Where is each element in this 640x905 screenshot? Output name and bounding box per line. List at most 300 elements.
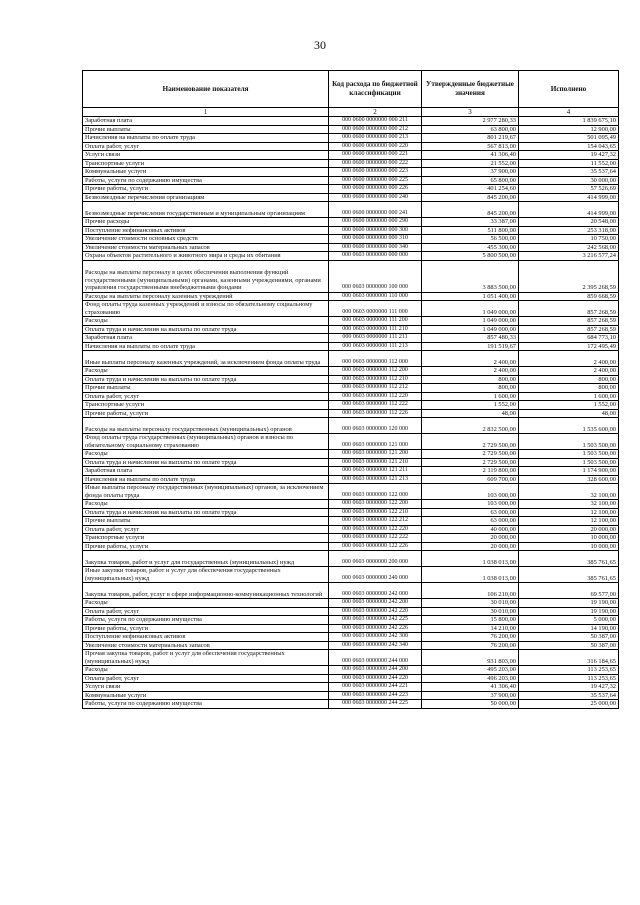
row-executed: 2 400,00 <box>519 367 619 376</box>
row-code: 000 0603 0000000 244 225 <box>329 700 422 709</box>
row-name: Прочие выплаты <box>83 517 329 526</box>
row-name: Безвозмездные перечисления организациям <box>83 193 329 202</box>
row-approved: 511 800,00 <box>422 226 519 235</box>
row-approved: 20 000,00 <box>422 542 519 551</box>
row-code: 000 0603 0000000 244 221 <box>329 683 422 692</box>
row-name: Расходы <box>83 317 329 326</box>
row-name: Увеличение стоимости материальных запасов <box>83 243 329 252</box>
row-code: 000 0603 0000000 121 213 <box>329 475 422 484</box>
table-row <box>83 650 619 666</box>
row-code: 000 0603 0000000 122 210 <box>329 508 422 517</box>
row-approved: 50 000,00 <box>422 700 519 709</box>
row-code: 000 0600 0000000 000 220 <box>329 142 422 151</box>
table-row <box>83 193 619 202</box>
row-approved: 15 800,00 <box>422 616 519 625</box>
row-code: 000 0600 0000000 000 222 <box>329 159 422 168</box>
row-name: Начисления на выплаты по оплате труда <box>83 475 329 484</box>
row-name: Поступление нефинансовых активов <box>83 633 329 642</box>
row-executed: 19 427,32 <box>519 151 619 160</box>
table-row <box>83 583 619 599</box>
row-code: 000 0603 0000000 242 200 <box>329 599 422 608</box>
row-name: Расходы <box>83 599 329 608</box>
row-name: Начисления на выплаты по оплате труда <box>83 342 329 351</box>
row-executed: 19 190,00 <box>519 607 619 616</box>
row-name: Фонд оплаты труда казенных учреждений и взносы по обязательному социальному страхованию <box>83 301 329 317</box>
header-executed: Исполнено <box>519 71 619 108</box>
row-code: 000 0603 0000000 242 340 <box>329 641 422 650</box>
row-code: 000 0603 0000000 122 226 <box>329 542 422 551</box>
row-code: 000 0600 0000000 000 223 <box>329 168 422 177</box>
table-row <box>83 683 619 692</box>
row-approved: 2 729 500,00 <box>422 450 519 459</box>
row-name: Закупка товаров, работ и услуг для государственных (муниципальных) нужд <box>83 551 329 567</box>
row-code: 000 0603 0000000 111 211 <box>329 334 422 343</box>
row-code: 000 0600 0000000 000 225 <box>329 176 422 185</box>
row-approved: 857 480,33 <box>422 334 519 343</box>
table-row <box>83 616 619 625</box>
row-approved: 1 049 000,00 <box>422 317 519 326</box>
row-approved: 103 000,00 <box>422 500 519 509</box>
row-executed: 316 184,65 <box>519 650 619 666</box>
row-approved: 41 306,40 <box>422 683 519 692</box>
table-row <box>83 641 619 650</box>
row-executed: 32 100,00 <box>519 484 619 500</box>
table-row <box>83 334 619 343</box>
row-name: Оплата труда и начисления на выплаты по оплате труда <box>83 508 329 517</box>
row-approved: 3 883 500,00 <box>422 260 519 292</box>
row-code: 000 0603 0000000 112 212 <box>329 384 422 393</box>
row-executed: 414 999,00 <box>519 193 619 202</box>
table-row <box>83 185 619 194</box>
row-code: 000 0603 0000000 121 000 <box>329 434 422 450</box>
row-executed: 857 268,59 <box>519 317 619 326</box>
table-row <box>83 409 619 418</box>
row-executed: 50 387,00 <box>519 633 619 642</box>
row-name: Поступление нефинансовых активов <box>83 226 329 235</box>
row-approved: 931 803,00 <box>422 650 519 666</box>
header-budget-code: Код расхода по бюджетной классификации <box>329 71 422 108</box>
row-name: Иные выплаты персоналу государственных (муниципальных) органов, за исключением фонда оплаты труда <box>83 484 329 500</box>
row-approved: 30 010,00 <box>422 607 519 616</box>
row-name: Охрана объектов растительного и животного мира и среды их обитания <box>83 252 329 261</box>
row-name: Оплата работ, услуг <box>83 392 329 401</box>
row-name: Транспортные услуги <box>83 534 329 543</box>
row-executed: 154 043,65 <box>519 142 619 151</box>
column-number-row <box>83 108 619 117</box>
row-name: Расходы на выплаты персоналу в целях обеспечения выполнения функций государственными (муниципальными) органами, казенными учреждениями, органами управления государственными внебюджетными фондами <box>83 260 329 292</box>
row-code: 000 0600 0000000 000 226 <box>329 185 422 194</box>
row-code: 000 0603 0000000 242 220 <box>329 607 422 616</box>
table-row <box>83 534 619 543</box>
row-name: Прочие работы, услуги <box>83 542 329 551</box>
row-name: Оплата работ, услуг <box>83 607 329 616</box>
row-executed: 12 900,00 <box>519 125 619 134</box>
row-executed: 1 503 500,00 <box>519 450 619 459</box>
row-approved: 2 729 500,00 <box>422 458 519 467</box>
table-body <box>83 117 619 709</box>
row-approved: 2 119 800,00 <box>422 467 519 476</box>
row-name: Иные выплаты персоналу казенных учреждений, за исключением фонда оплаты труда <box>83 351 329 367</box>
row-executed: 2 395 268,59 <box>519 260 619 292</box>
row-name: Работы, услуги по содержанию имущества <box>83 176 329 185</box>
row-approved: 567 813,00 <box>422 142 519 151</box>
row-name: Прочие выплаты <box>83 384 329 393</box>
row-approved: 76 200,00 <box>422 641 519 650</box>
row-executed: 385 761,65 <box>519 567 619 583</box>
row-code: 000 0603 0000000 112 210 <box>329 375 422 384</box>
row-name: Оплата труда и начисления на выплаты по оплате труда <box>83 458 329 467</box>
row-approved: 1 038 013,00 <box>422 567 519 583</box>
row-name: Коммунальные услуги <box>83 168 329 177</box>
row-executed: 5 000,00 <box>519 616 619 625</box>
column-number-2: 2 <box>329 108 422 117</box>
row-name: Оплата труда и начисления на выплаты по оплате труда <box>83 375 329 384</box>
row-code: 000 0603 0000000 112 200 <box>329 367 422 376</box>
table-row <box>83 418 619 434</box>
table-row <box>83 551 619 567</box>
row-executed: 800,00 <box>519 375 619 384</box>
row-executed: 859 668,59 <box>519 292 619 301</box>
table-header-row <box>83 71 619 108</box>
row-code: 000 0603 0000000 110 000 <box>329 292 422 301</box>
row-approved: 401 254,60 <box>422 185 519 194</box>
row-code: 000 0600 0000000 000 240 <box>329 193 422 202</box>
row-executed: 684 773,10 <box>519 334 619 343</box>
row-code: 000 0603 0000000 112 226 <box>329 409 422 418</box>
row-name: Прочие работы, услуги <box>83 185 329 194</box>
table-row <box>83 525 619 534</box>
row-approved: 2 729 500,00 <box>422 434 519 450</box>
table-row <box>83 674 619 683</box>
row-name: Оплата труда и начисления на выплаты по оплате труда <box>83 325 329 334</box>
row-code: 000 0603 0000000 112 220 <box>329 392 422 401</box>
row-name: Транспортные услуги <box>83 401 329 410</box>
table-row <box>83 700 619 709</box>
row-code: 000 0600 0000000 000 211 <box>329 117 422 126</box>
row-name: Транспортные услуги <box>83 159 329 168</box>
header-approved-values: Утвержденные бюджетные значения <box>422 71 519 108</box>
row-name: Оплата работ, услуг <box>83 142 329 151</box>
row-approved: 1 049 000,00 <box>422 325 519 334</box>
table-row <box>83 434 619 450</box>
row-executed: 328 600,00 <box>519 475 619 484</box>
row-executed: 12 100,00 <box>519 508 619 517</box>
row-name: Прочие работы, услуги <box>83 409 329 418</box>
row-executed: 35 537,64 <box>519 691 619 700</box>
row-code: 000 0603 0000000 000 000 <box>329 252 422 261</box>
row-name: Безвозмездные перечисления государственным и муниципальным организациям <box>83 202 329 218</box>
row-code: 000 0603 0000000 121 200 <box>329 450 422 459</box>
row-executed: 113 253,65 <box>519 666 619 675</box>
row-code: 000 0600 0000000 000 212 <box>329 125 422 134</box>
row-name: Иные закупки товаров, работ и услуг для обеспечения государственных (муниципальных) нужд <box>83 567 329 583</box>
row-executed: 57 526,69 <box>519 185 619 194</box>
row-executed: 385 761,65 <box>519 551 619 567</box>
table-row <box>83 401 619 410</box>
table-row <box>83 517 619 526</box>
table-row <box>83 151 619 160</box>
row-name: Оплата работ, услуг <box>83 674 329 683</box>
row-executed: 19 427,32 <box>519 683 619 692</box>
table-row <box>83 142 619 151</box>
row-approved: 63 800,00 <box>422 125 519 134</box>
row-approved: 1 038 013,00 <box>422 551 519 567</box>
row-code: 000 0603 0000000 242 226 <box>329 624 422 633</box>
row-code: 000 0603 0000000 244 220 <box>329 674 422 683</box>
row-approved: 33 387,00 <box>422 218 519 227</box>
table-row <box>83 325 619 334</box>
table-row <box>83 168 619 177</box>
row-code: 000 0603 0000000 100 000 <box>329 260 422 292</box>
row-executed: 14 190,00 <box>519 624 619 633</box>
table-row <box>83 292 619 301</box>
row-executed: 253 318,00 <box>519 226 619 235</box>
row-executed: 414 999,00 <box>519 202 619 218</box>
row-code: 000 0600 0000000 000 221 <box>329 151 422 160</box>
row-executed: 11 552,00 <box>519 159 619 168</box>
table-row <box>83 317 619 326</box>
row-code: 000 0603 0000000 111 000 <box>329 301 422 317</box>
table-row <box>83 226 619 235</box>
row-code: 000 0603 0000000 120 000 <box>329 418 422 434</box>
row-executed: 32 100,00 <box>519 500 619 509</box>
table-row <box>83 475 619 484</box>
table-row <box>83 260 619 292</box>
row-name: Начисления на выплаты по оплате труда <box>83 134 329 143</box>
row-executed: 25 000,00 <box>519 700 619 709</box>
row-executed: 69 577,00 <box>519 583 619 599</box>
table-row <box>83 301 619 317</box>
row-code: 000 0603 0000000 122 212 <box>329 517 422 526</box>
row-approved: 21 552,00 <box>422 159 519 168</box>
table-row <box>83 384 619 393</box>
row-name: Оплата работ, услуг <box>83 525 329 534</box>
row-code: 000 0603 0000000 111 213 <box>329 342 422 351</box>
row-executed: 12 100,00 <box>519 517 619 526</box>
row-approved: 845 200,00 <box>422 193 519 202</box>
row-approved: 609 700,00 <box>422 475 519 484</box>
row-executed: 800,00 <box>519 384 619 393</box>
row-code: 000 0603 0000000 122 000 <box>329 484 422 500</box>
table-row <box>83 484 619 500</box>
row-executed: 35 537,64 <box>519 168 619 177</box>
row-name: Расходы <box>83 500 329 509</box>
row-code: 000 0600 0000000 000 340 <box>329 243 422 252</box>
row-code: 000 0600 0000000 000 300 <box>329 226 422 235</box>
row-name: Работы, услуги по содержанию имущества <box>83 616 329 625</box>
table-row <box>83 542 619 551</box>
row-approved: 845 200,00 <box>422 202 519 218</box>
table-row <box>83 218 619 227</box>
row-code: 000 0603 0000000 122 222 <box>329 534 422 543</box>
row-code: 000 0600 0000000 000 241 <box>329 202 422 218</box>
table-row <box>83 607 619 616</box>
row-executed: 172 495,49 <box>519 342 619 351</box>
row-code: 000 0603 0000000 240 000 <box>329 567 422 583</box>
row-approved: 40 000,00 <box>422 525 519 534</box>
row-code: 000 0603 0000000 111 200 <box>329 317 422 326</box>
table-row <box>83 159 619 168</box>
row-code: 000 0603 0000000 111 210 <box>329 325 422 334</box>
row-executed: 50 387,00 <box>519 641 619 650</box>
row-code: 000 0603 0000000 112 000 <box>329 351 422 367</box>
row-approved: 2 977 280,33 <box>422 117 519 126</box>
row-code: 000 0603 0000000 242 300 <box>329 633 422 642</box>
row-code: 000 0603 0000000 121 210 <box>329 458 422 467</box>
budget-execution-table <box>82 70 619 709</box>
row-name: Фонд оплаты труда государственных (муниципальных) органов и взносы по обязательному социальному страхованию <box>83 434 329 450</box>
row-executed: 19 190,00 <box>519 599 619 608</box>
row-code: 000 0603 0000000 242 000 <box>329 583 422 599</box>
row-approved: 76 200,00 <box>422 633 519 642</box>
row-code: 000 0603 0000000 112 222 <box>329 401 422 410</box>
table-row <box>83 458 619 467</box>
row-executed: 20 548,00 <box>519 218 619 227</box>
row-approved: 495 203,00 <box>422 666 519 675</box>
row-approved: 63 000,00 <box>422 508 519 517</box>
row-approved: 496 203,00 <box>422 674 519 683</box>
row-name: Расходы <box>83 666 329 675</box>
row-name: Прочие расходы <box>83 218 329 227</box>
row-name: Увеличение стоимости основных средств <box>83 235 329 244</box>
row-approved: 30 010,00 <box>422 599 519 608</box>
row-name: Прочие выплаты <box>83 125 329 134</box>
row-approved: 2 832 500,00 <box>422 418 519 434</box>
row-code: 000 0600 0000000 000 213 <box>329 134 422 143</box>
table-row <box>83 691 619 700</box>
row-executed: 48,00 <box>519 409 619 418</box>
row-code: 000 0603 0000000 122 200 <box>329 500 422 509</box>
row-executed: 10 000,00 <box>519 534 619 543</box>
row-executed: 1 600,00 <box>519 392 619 401</box>
table-row <box>83 567 619 583</box>
row-approved: 2 400,00 <box>422 351 519 367</box>
row-approved: 455 300,00 <box>422 243 519 252</box>
row-approved: 56 500,00 <box>422 235 519 244</box>
table-row <box>83 125 619 134</box>
row-executed: 1 552,00 <box>519 401 619 410</box>
row-name: Прочие работы, услуги <box>83 624 329 633</box>
row-approved: 37 900,00 <box>422 691 519 700</box>
table-row <box>83 243 619 252</box>
row-approved: 5 800 500,00 <box>422 252 519 261</box>
row-name: Заработная плата <box>83 334 329 343</box>
table-row <box>83 508 619 517</box>
row-approved: 65 800,00 <box>422 176 519 185</box>
row-name: Коммунальные услуги <box>83 691 329 700</box>
page-number: 30 <box>314 38 326 52</box>
row-executed: 1 503 500,00 <box>519 458 619 467</box>
table-row <box>83 176 619 185</box>
row-code: 000 0603 0000000 200 000 <box>329 551 422 567</box>
row-approved: 14 210,00 <box>422 624 519 633</box>
row-name: Расходы на выплаты персоналу казенных учреждений <box>83 292 329 301</box>
row-name: Заработная плата <box>83 467 329 476</box>
column-number-3: 3 <box>422 108 519 117</box>
table-row <box>83 500 619 509</box>
row-approved: 63 000,00 <box>422 517 519 526</box>
row-executed: 242 568,00 <box>519 243 619 252</box>
table-row <box>83 117 619 126</box>
row-code: 000 0603 0000000 242 225 <box>329 616 422 625</box>
table-row <box>83 599 619 608</box>
table-row <box>83 392 619 401</box>
row-approved: 1 049 000,00 <box>422 301 519 317</box>
row-approved: 1 600,00 <box>422 392 519 401</box>
table-row <box>83 624 619 633</box>
row-executed: 10 000,00 <box>519 542 619 551</box>
row-approved: 800,00 <box>422 384 519 393</box>
row-name: Расходы <box>83 367 329 376</box>
header-indicator-name: Наименование показателя <box>83 71 329 108</box>
row-name: Прочая закупка товаров, работ и услуг для обеспечения государственных (муниципальных) нужд <box>83 650 329 666</box>
row-approved: 1 552,00 <box>422 401 519 410</box>
table-row <box>83 134 619 143</box>
row-code: 000 0603 0000000 244 200 <box>329 666 422 675</box>
row-code: 000 0603 0000000 121 211 <box>329 467 422 476</box>
row-executed: 1 174 900,00 <box>519 467 619 476</box>
table-row <box>83 375 619 384</box>
row-approved: 2 400,00 <box>422 367 519 376</box>
table-row <box>83 467 619 476</box>
table-row <box>83 633 619 642</box>
row-code: 000 0603 0000000 244 223 <box>329 691 422 700</box>
row-name: Закупка товаров, работ, услуг в сфере информационно-коммуникационных технологий <box>83 583 329 599</box>
table-row <box>83 351 619 367</box>
row-code: 000 0600 0000000 000 290 <box>329 218 422 227</box>
row-approved: 191 519,67 <box>422 342 519 351</box>
row-executed: 1 839 675,10 <box>519 117 619 126</box>
table-row <box>83 367 619 376</box>
row-executed: 2 400,00 <box>519 351 619 367</box>
row-approved: 106 210,00 <box>422 583 519 599</box>
row-code: 000 0603 0000000 244 000 <box>329 650 422 666</box>
table-row <box>83 235 619 244</box>
row-executed: 857 268,59 <box>519 301 619 317</box>
row-approved: 20 000,00 <box>422 534 519 543</box>
row-executed: 501 095,49 <box>519 134 619 143</box>
row-executed: 113 253,65 <box>519 674 619 683</box>
table-row <box>83 450 619 459</box>
row-name: Расходы на выплаты персоналу государственных (муниципальных) органов <box>83 418 329 434</box>
row-executed: 1 503 500,00 <box>519 434 619 450</box>
row-approved: 1 051 400,00 <box>422 292 519 301</box>
row-executed: 30 000,00 <box>519 176 619 185</box>
row-code: 000 0603 0000000 122 220 <box>329 525 422 534</box>
table-row <box>83 202 619 218</box>
row-executed: 1 535 600,00 <box>519 418 619 434</box>
column-number-1: 1 <box>83 108 329 117</box>
row-name: Работы, услуги по содержанию имущества <box>83 700 329 709</box>
row-approved: 103 000,00 <box>422 484 519 500</box>
table-row <box>83 666 619 675</box>
row-name: Увеличение стоимости материальных запасов <box>83 641 329 650</box>
row-name: Услуги связи <box>83 683 329 692</box>
row-approved: 48,00 <box>422 409 519 418</box>
row-executed: 20 000,00 <box>519 525 619 534</box>
table-row <box>83 252 619 261</box>
row-code: 000 0600 0000000 000 310 <box>329 235 422 244</box>
row-name: Заработная плата <box>83 117 329 126</box>
row-executed: 10 750,00 <box>519 235 619 244</box>
row-executed: 3 216 577,24 <box>519 252 619 261</box>
row-name: Расходы <box>83 450 329 459</box>
table-row <box>83 342 619 351</box>
row-approved: 801 219,67 <box>422 134 519 143</box>
row-executed: 857 268,59 <box>519 325 619 334</box>
row-approved: 37 900,00 <box>422 168 519 177</box>
row-approved: 41 306,40 <box>422 151 519 160</box>
